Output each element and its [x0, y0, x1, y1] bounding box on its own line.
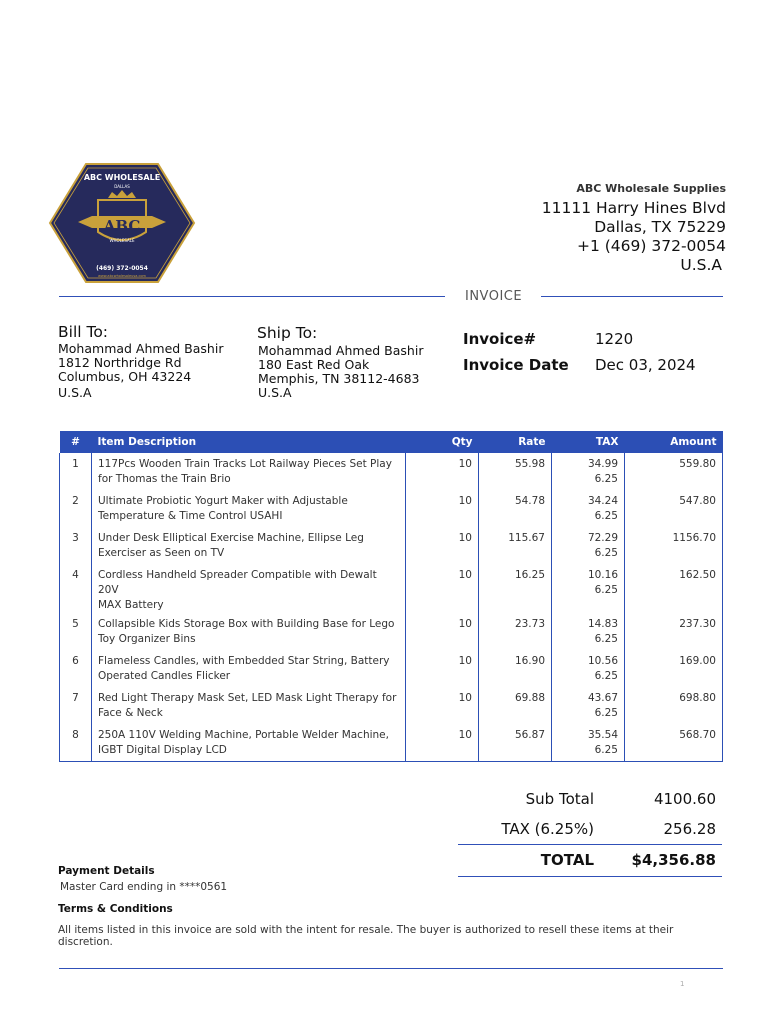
invoice-divider-left: [59, 296, 445, 297]
row-tax: [552, 724, 625, 761]
row-rate: 54.78: [479, 490, 552, 527]
row-tax-amount: 35.54: [587, 729, 618, 741]
row-tax-amount: 10.16: [587, 569, 618, 581]
company-logo: [48, 162, 196, 284]
logo-phone-text: (469) 372-0054: [96, 265, 148, 272]
row-number: 4: [60, 564, 92, 613]
row-amount: 698.80: [625, 687, 723, 724]
row-description-line: Under Desk Elliptical Exercise Machine, Ellipse Leg: [98, 532, 364, 544]
row-tax-amount: 10.56: [587, 655, 618, 667]
row-description: [92, 564, 406, 613]
total-value: $4,356.88: [631, 851, 716, 869]
row-tax-rate: 6.25: [594, 633, 618, 645]
row-amount: 547.80: [625, 490, 723, 527]
row-tax-rate: 6.25: [594, 744, 618, 756]
col-header-description: Item Description: [92, 431, 406, 453]
row-description: [92, 527, 406, 564]
row-rate: 69.88: [479, 687, 552, 724]
col-header-rate: Rate: [479, 431, 552, 453]
row-number: 8: [60, 724, 92, 761]
bill-to-country: U.S.A: [58, 385, 92, 400]
bill-to-address: [58, 342, 223, 400]
row-rate: 23.73: [479, 613, 552, 650]
table-row: [60, 687, 723, 724]
payment-details-text: Master Card ending in ****0561: [60, 881, 228, 893]
row-tax-amount: 43.67: [587, 692, 618, 704]
bill-to-name: Mohammad Ahmed Bashir: [58, 341, 224, 356]
terms-title: Terms & Conditions: [58, 903, 173, 915]
row-description-line: Face & Neck: [98, 707, 163, 719]
row-number: 5: [60, 613, 92, 650]
ship-to-street: 180 East Red Oak: [258, 357, 370, 372]
row-description-line: IGBT Digital Display LCD: [98, 744, 227, 756]
items-table: [59, 431, 723, 762]
row-number: 1: [60, 453, 92, 490]
row-description: [92, 724, 406, 761]
row-tax-rate: 6.25: [594, 670, 618, 682]
footer-rule: [59, 968, 723, 969]
row-description-line: 250A 110V Welding Machine, Portable Welder Machine,: [98, 729, 389, 741]
total-label: TOTAL: [540, 851, 594, 869]
subtotal-label: Sub Total: [525, 790, 594, 808]
row-amount: 169.00: [625, 650, 723, 687]
logo-city-text: DALLAS: [114, 184, 130, 189]
row-amount: 237.30: [625, 613, 723, 650]
company-city: Dallas, TX 75229: [594, 218, 726, 236]
table-row: [60, 724, 723, 761]
tax-value: 256.28: [663, 820, 716, 838]
row-description-line: 117Pcs Wooden Train Tracks Lot Railway Pieces Set Play: [98, 458, 392, 470]
row-number: 7: [60, 687, 92, 724]
invoice-date-value: Dec 03, 2024: [595, 356, 696, 374]
table-row: [60, 564, 723, 613]
row-description: [92, 687, 406, 724]
company-block: [542, 182, 726, 275]
logo-top-text: ABC WHOLESALE: [83, 173, 161, 182]
row-amount: 162.50: [625, 564, 723, 613]
payment-details-title: Payment Details: [58, 865, 155, 877]
row-description: [92, 490, 406, 527]
row-qty: 10: [406, 724, 479, 761]
row-qty: 10: [406, 687, 479, 724]
row-description-line: Cordless Handheld Spreader Compatible with Dewalt 20V: [98, 569, 377, 596]
row-description: [92, 453, 406, 490]
ship-to-city: Memphis, TN 38112-4683: [258, 371, 420, 386]
total-bottom-rule: [458, 876, 722, 877]
logo-mark-text: ABC: [103, 217, 141, 235]
row-qty: 10: [406, 564, 479, 613]
row-description-line: Collapsible Kids Storage Box with Building Base for Lego: [98, 618, 395, 630]
row-description: [92, 613, 406, 650]
row-number: 6: [60, 650, 92, 687]
invoice-heading: INVOICE: [465, 289, 523, 304]
row-tax: [552, 687, 625, 724]
col-header-number: #: [60, 431, 92, 453]
row-description-line: for Thomas the Train Brio: [98, 473, 231, 485]
logo-sub-text: WHOLESALE: [109, 238, 135, 243]
terms-text: All items listed in this invoice are sold with the intent for resale. The buyer is authorized to resell these items at their discretion.: [58, 924, 674, 948]
subtotal-value: 4100.60: [653, 790, 716, 808]
bill-to-city: Columbus, OH 43224: [58, 369, 192, 384]
row-tax: [552, 490, 625, 527]
row-amount: 559.80: [625, 453, 723, 490]
table-row: [60, 527, 723, 564]
row-tax-amount: 72.29: [587, 532, 618, 544]
table-row: [60, 613, 723, 650]
row-tax-rate: 6.25: [594, 473, 618, 485]
row-tax-amount: 14.83: [587, 618, 618, 630]
row-tax: [552, 564, 625, 613]
row-description-line: Toy Organizer Bins: [98, 633, 196, 645]
row-rate: 16.90: [479, 650, 552, 687]
invoice-divider-right: [541, 296, 723, 297]
ship-to-name: Mohammad Ahmed Bashir: [258, 343, 424, 358]
row-description-line: Ultimate Probiotic Yogurt Maker with Adjustable: [98, 495, 348, 507]
row-tax-rate: 6.25: [594, 510, 618, 522]
table-row: [60, 453, 723, 490]
row-rate: 115.67: [479, 527, 552, 564]
items-table-header: [60, 431, 723, 453]
company-phone: +1 (469) 372-0054: [576, 237, 726, 255]
row-qty: 10: [406, 453, 479, 490]
bill-to-title: Bill To:: [58, 323, 109, 341]
ship-to-address: [258, 344, 423, 400]
ship-to-country: U.S.A: [258, 385, 292, 400]
invoice-number-value: 1220: [595, 330, 634, 348]
table-row: [60, 650, 723, 687]
row-description-line: Red Light Therapy Mask Set, LED Mask Light Therapy for: [98, 692, 397, 704]
table-row: [60, 490, 723, 527]
row-tax: [552, 650, 625, 687]
row-qty: 10: [406, 613, 479, 650]
invoice-number-label: Invoice#: [463, 330, 537, 348]
row-tax-rate: 6.25: [594, 707, 618, 719]
row-rate: 16.25: [479, 564, 552, 613]
row-description-line: Operated Candles Flicker: [98, 670, 231, 682]
col-header-amount: Amount: [625, 431, 723, 453]
col-header-qty: Qty: [406, 431, 479, 453]
row-tax: [552, 453, 625, 490]
total-top-rule: [458, 844, 722, 845]
row-rate: 56.87: [479, 724, 552, 761]
bill-to-street: 1812 Northridge Rd: [58, 355, 182, 370]
tax-label: TAX (6.25%): [501, 820, 594, 838]
col-header-tax: TAX: [552, 431, 625, 453]
row-tax-amount: 34.24: [587, 495, 618, 507]
row-number: 2: [60, 490, 92, 527]
row-description-line: Flameless Candles, with Embedded Star String, Battery: [98, 655, 390, 667]
row-tax-rate: 6.25: [594, 547, 618, 559]
row-tax-rate: 6.25: [594, 584, 618, 596]
row-description-line: Temperature & Time Control USAHI: [98, 510, 283, 522]
row-qty: 10: [406, 490, 479, 527]
row-tax: [552, 527, 625, 564]
row-description-line: MAX Battery: [98, 599, 164, 611]
row-description: [92, 650, 406, 687]
company-street: 11111 Harry Hines Blvd: [541, 199, 726, 217]
row-tax: [552, 613, 625, 650]
row-qty: 10: [406, 650, 479, 687]
logo-url-text: www.abcwholesaleusa.com: [98, 274, 146, 278]
page-number: 1: [680, 980, 685, 988]
row-qty: 10: [406, 527, 479, 564]
row-amount: 568.70: [625, 724, 723, 761]
row-amount: 1156.70: [625, 527, 723, 564]
row-number: 3: [60, 527, 92, 564]
company-country: U.S.A: [680, 256, 722, 274]
company-name: ABC Wholesale Supplies: [576, 182, 726, 195]
row-rate: 55.98: [479, 453, 552, 490]
row-description-line: Exerciser as Seen on TV: [98, 547, 225, 559]
ship-to-title: Ship To:: [257, 324, 318, 342]
row-tax-amount: 34.99: [587, 458, 618, 470]
invoice-date-label: Invoice Date: [463, 356, 569, 374]
